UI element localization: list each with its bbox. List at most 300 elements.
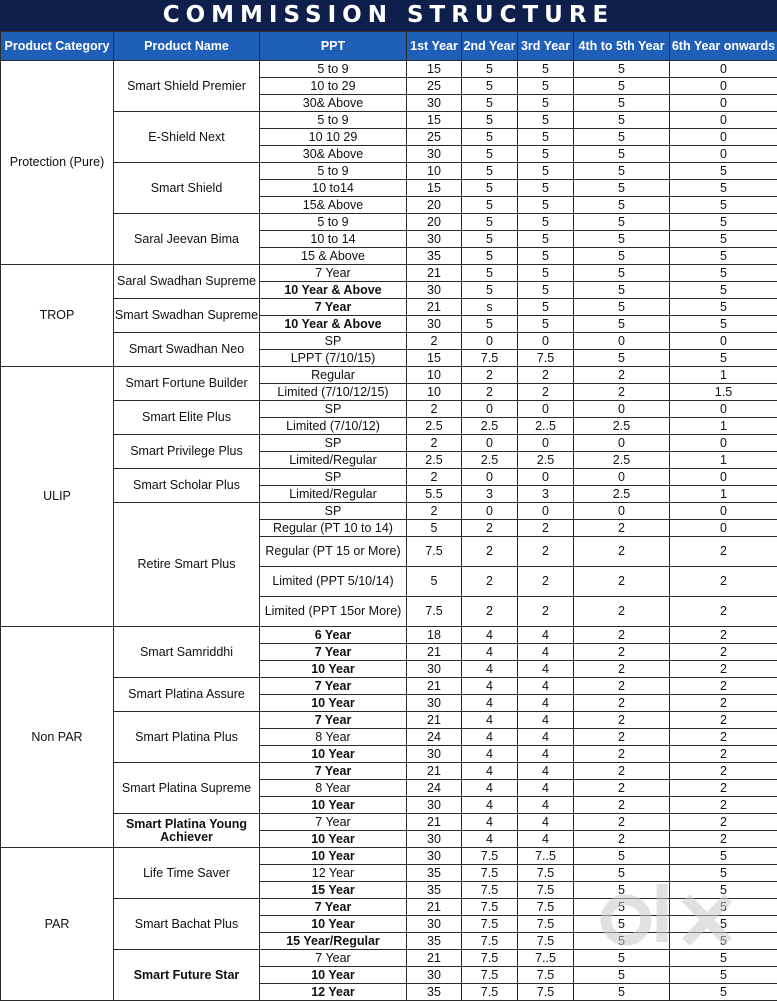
commission-year1-cell: 30 (407, 967, 462, 984)
commission-year4-5-cell: 2 (574, 695, 670, 712)
ppt-cell: Limited (7/10/12/15) (260, 384, 407, 401)
commission-year3-cell: 5 (518, 95, 574, 112)
commission-year2-cell: 7.5 (462, 950, 518, 967)
ppt-cell: 7 Year (260, 644, 407, 661)
commission-year2-cell: 4 (462, 712, 518, 729)
ppt-cell: 10 to 29 (260, 78, 407, 95)
product-name-cell: Smart Platina Young Achiever (114, 814, 260, 848)
commission-year6-onwards-cell: 2 (670, 780, 777, 797)
product-name-cell: Smart Samriddhi (114, 627, 260, 678)
commission-year3-cell: 7.5 (518, 350, 574, 367)
commission-year1-cell: 2.5 (407, 452, 462, 469)
commission-year3-cell: 4 (518, 678, 574, 695)
commission-year3-cell: 3 (518, 486, 574, 503)
commission-year3-cell: 0 (518, 469, 574, 486)
header-3rd-year: 3rd Year (518, 32, 574, 61)
commission-year3-cell: 4 (518, 746, 574, 763)
commission-year1-cell: 7.5 (407, 597, 462, 627)
commission-year6-onwards-cell: 0 (670, 503, 777, 520)
ppt-cell: 7 Year (260, 950, 407, 967)
commission-year2-cell: 5 (462, 78, 518, 95)
commission-year3-cell: 5 (518, 299, 574, 316)
commission-year2-cell: 7.5 (462, 848, 518, 865)
commission-year2-cell: 4 (462, 678, 518, 695)
commission-year4-5-cell: 2 (574, 729, 670, 746)
commission-year3-cell: 7.5 (518, 916, 574, 933)
commission-year6-onwards-cell: 0 (670, 469, 777, 486)
commission-year4-5-cell: 5 (574, 180, 670, 197)
commission-year4-5-cell: 5 (574, 350, 670, 367)
commission-year4-5-cell: 5 (574, 950, 670, 967)
commission-year4-5-cell: 2.5 (574, 418, 670, 435)
commission-year4-5-cell: 5 (574, 265, 670, 282)
commission-year6-onwards-cell: 5 (670, 967, 777, 984)
commission-year6-onwards-cell: 5 (670, 180, 777, 197)
commission-year3-cell: 5 (518, 146, 574, 163)
commission-year6-onwards-cell: 5 (670, 350, 777, 367)
commission-year2-cell: 0 (462, 435, 518, 452)
commission-year1-cell: 2 (407, 435, 462, 452)
commission-year3-cell: 2 (518, 537, 574, 567)
product-name-cell: Smart Shield (114, 163, 260, 214)
commission-year6-onwards-cell: 5 (670, 248, 777, 265)
commission-year1-cell: 30 (407, 316, 462, 333)
commission-year3-cell: 7..5 (518, 848, 574, 865)
ppt-cell: 10 Year (260, 746, 407, 763)
commission-year3-cell: 2 (518, 567, 574, 597)
ppt-cell: SP (260, 401, 407, 418)
commission-year1-cell: 21 (407, 265, 462, 282)
commission-year6-onwards-cell: 0 (670, 61, 777, 78)
commission-year4-5-cell: 5 (574, 231, 670, 248)
commission-year2-cell: 5 (462, 214, 518, 231)
table-row (1, 333, 777, 350)
commission-year6-onwards-cell: 1 (670, 452, 777, 469)
commission-year1-cell: 30 (407, 916, 462, 933)
ppt-cell: 15 Year (260, 882, 407, 899)
commission-year1-cell: 15 (407, 112, 462, 129)
commission-year6-onwards-cell: 2 (670, 831, 777, 848)
commission-year1-cell: 10 (407, 384, 462, 401)
ppt-cell: 7 Year (260, 899, 407, 916)
ppt-cell: 30& Above (260, 146, 407, 163)
commission-year2-cell: 5 (462, 316, 518, 333)
header-4th-5th-year: 4th to 5th Year (574, 32, 670, 61)
commission-year3-cell: 2 (518, 520, 574, 537)
commission-year3-cell: 7.5 (518, 933, 574, 950)
commission-year1-cell: 21 (407, 899, 462, 916)
table-row (1, 678, 777, 695)
product-name-cell: Smart Swadhan Neo (114, 333, 260, 367)
header-2nd-year: 2nd Year (462, 32, 518, 61)
commission-year3-cell: 2 (518, 597, 574, 627)
commission-year2-cell: 5 (462, 231, 518, 248)
ppt-cell: 6 Year (260, 627, 407, 644)
commission-year1-cell: 2 (407, 401, 462, 418)
commission-year2-cell: 4 (462, 814, 518, 831)
commission-year4-5-cell: 5 (574, 61, 670, 78)
ppt-cell: SP (260, 435, 407, 452)
commission-year2-cell: 2.5 (462, 452, 518, 469)
ppt-cell: 15& Above (260, 197, 407, 214)
table-row (1, 112, 777, 129)
ppt-cell: 7 Year (260, 265, 407, 282)
ppt-cell: Limited/Regular (260, 452, 407, 469)
commission-year1-cell: 2 (407, 469, 462, 486)
commission-year1-cell: 15 (407, 350, 462, 367)
commission-year4-5-cell: 2.5 (574, 452, 670, 469)
product-category-cell: Non PAR (1, 627, 114, 848)
commission-year2-cell: 7.5 (462, 899, 518, 916)
commission-year4-5-cell: 2 (574, 763, 670, 780)
commission-year3-cell: 4 (518, 627, 574, 644)
commission-year4-5-cell: 5 (574, 129, 670, 146)
commission-year6-onwards-cell: 0 (670, 78, 777, 95)
commission-year6-onwards-cell: 0 (670, 401, 777, 418)
commission-year1-cell: 5.5 (407, 486, 462, 503)
product-name-cell: Smart Elite Plus (114, 401, 260, 435)
commission-year2-cell: 5 (462, 163, 518, 180)
commission-year1-cell: 5 (407, 520, 462, 537)
commission-year4-5-cell: 2 (574, 712, 670, 729)
commission-year4-5-cell: 2 (574, 644, 670, 661)
commission-year6-onwards-cell: 2 (670, 763, 777, 780)
table-row (1, 163, 777, 180)
table-row (1, 469, 777, 486)
commission-year1-cell: 25 (407, 129, 462, 146)
ppt-cell: 10 to14 (260, 180, 407, 197)
product-name-cell: Smart Swadhan Supreme (114, 299, 260, 333)
commission-year1-cell: 2 (407, 333, 462, 350)
commission-year1-cell: 30 (407, 231, 462, 248)
commission-year6-onwards-cell: 5 (670, 950, 777, 967)
commission-year2-cell: 2 (462, 567, 518, 597)
ppt-cell: 5 to 9 (260, 163, 407, 180)
ppt-cell: Limited (PPT 15or More) (260, 597, 407, 627)
commission-year1-cell: 20 (407, 214, 462, 231)
commission-year1-cell: 30 (407, 746, 462, 763)
commission-year2-cell: 5 (462, 282, 518, 299)
product-name-cell: Smart Privilege Plus (114, 435, 260, 469)
commission-year6-onwards-cell: 0 (670, 129, 777, 146)
commission-year2-cell: 4 (462, 661, 518, 678)
ppt-cell: Regular (PT 15 or More) (260, 537, 407, 567)
commission-year4-5-cell: 5 (574, 865, 670, 882)
commission-year6-onwards-cell: 1 (670, 486, 777, 503)
commission-year6-onwards-cell: 5 (670, 848, 777, 865)
commission-year3-cell: 4 (518, 729, 574, 746)
commission-year6-onwards-cell: 2 (670, 661, 777, 678)
commission-year6-onwards-cell: 1 (670, 418, 777, 435)
ppt-cell: 10 Year (260, 848, 407, 865)
ppt-cell: Limited (PPT 5/10/14) (260, 567, 407, 597)
commission-year3-cell: 7.5 (518, 865, 574, 882)
commission-year1-cell: 21 (407, 814, 462, 831)
commission-year2-cell: 7.5 (462, 865, 518, 882)
commission-year2-cell: 2.5 (462, 418, 518, 435)
commission-year3-cell: 0 (518, 503, 574, 520)
header-row (1, 32, 777, 61)
commission-year2-cell: 5 (462, 248, 518, 265)
commission-year6-onwards-cell: 2 (670, 712, 777, 729)
commission-year2-cell: 0 (462, 503, 518, 520)
commission-year1-cell: 30 (407, 661, 462, 678)
commission-year4-5-cell: 0 (574, 503, 670, 520)
table-row (1, 265, 777, 282)
commission-year4-5-cell: 5 (574, 882, 670, 899)
table-row (1, 214, 777, 231)
ppt-cell: LPPT (7/10/15) (260, 350, 407, 367)
commission-year2-cell: 4 (462, 695, 518, 712)
commission-year2-cell: 2 (462, 367, 518, 384)
commission-year6-onwards-cell: 2 (670, 797, 777, 814)
commission-year1-cell: 30 (407, 282, 462, 299)
product-name-cell: E-Shield Next (114, 112, 260, 163)
commission-year6-onwards-cell: 0 (670, 520, 777, 537)
table-row (1, 503, 777, 520)
commission-year2-cell: 5 (462, 61, 518, 78)
ppt-cell: SP (260, 503, 407, 520)
product-category-cell: TROP (1, 265, 114, 367)
commission-year2-cell: 4 (462, 797, 518, 814)
commission-year6-onwards-cell: 5 (670, 197, 777, 214)
commission-year1-cell: 30 (407, 146, 462, 163)
commission-year3-cell: 2 (518, 367, 574, 384)
commission-year6-onwards-cell: 5 (670, 933, 777, 950)
commission-year6-onwards-cell: 5 (670, 984, 777, 1001)
commission-year2-cell: 0 (462, 333, 518, 350)
header-1st-year: 1st Year (407, 32, 462, 61)
commission-year1-cell: 7.5 (407, 537, 462, 567)
table-row (1, 299, 777, 316)
commission-year6-onwards-cell: 5 (670, 882, 777, 899)
commission-year3-cell: 4 (518, 814, 574, 831)
commission-year6-onwards-cell: 5 (670, 231, 777, 248)
commission-year4-5-cell: 5 (574, 916, 670, 933)
ppt-cell: 10 Year (260, 661, 407, 678)
commission-year4-5-cell: 5 (574, 163, 670, 180)
table-row (1, 367, 777, 384)
commission-year1-cell: 21 (407, 763, 462, 780)
commission-year6-onwards-cell: 5 (670, 163, 777, 180)
commission-year2-cell: 4 (462, 644, 518, 661)
commission-year3-cell: 5 (518, 112, 574, 129)
commission-year3-cell: 7..5 (518, 950, 574, 967)
commission-year4-5-cell: 2 (574, 567, 670, 597)
commission-year1-cell: 21 (407, 644, 462, 661)
commission-year4-5-cell: 5 (574, 197, 670, 214)
commission-year4-5-cell: 2 (574, 746, 670, 763)
commission-year3-cell: 5 (518, 265, 574, 282)
commission-year4-5-cell: 5 (574, 282, 670, 299)
table-row (1, 712, 777, 729)
page-title: COMMISSION STRUCTURE (0, 0, 777, 31)
commission-year2-cell: 4 (462, 729, 518, 746)
commission-year4-5-cell: 5 (574, 248, 670, 265)
product-category-cell: ULIP (1, 367, 114, 627)
ppt-cell: 8 Year (260, 729, 407, 746)
commission-year3-cell: 5 (518, 231, 574, 248)
ppt-cell: SP (260, 333, 407, 350)
commission-year4-5-cell: 2 (574, 597, 670, 627)
ppt-cell: 5 to 9 (260, 112, 407, 129)
table-row (1, 899, 777, 916)
commission-year4-5-cell: 2 (574, 627, 670, 644)
commission-year1-cell: 30 (407, 695, 462, 712)
commission-year3-cell: 4 (518, 644, 574, 661)
commission-year4-5-cell: 2 (574, 814, 670, 831)
ppt-cell: 10 Year & Above (260, 316, 407, 333)
product-name-cell: Life Time Saver (114, 848, 260, 899)
commission-year3-cell: 4 (518, 780, 574, 797)
ppt-cell: 10 Year (260, 916, 407, 933)
product-name-cell: Smart Platina Supreme (114, 763, 260, 814)
ppt-cell: Limited/Regular (260, 486, 407, 503)
commission-year6-onwards-cell: 5 (670, 865, 777, 882)
commission-year6-onwards-cell: 0 (670, 435, 777, 452)
commission-year1-cell: 2.5 (407, 418, 462, 435)
commission-year4-5-cell: 0 (574, 401, 670, 418)
commission-year3-cell: 5 (518, 248, 574, 265)
ppt-cell: 7 Year (260, 678, 407, 695)
commission-year4-5-cell: 5 (574, 146, 670, 163)
commission-year1-cell: 30 (407, 797, 462, 814)
commission-year1-cell: 35 (407, 882, 462, 899)
commission-year6-onwards-cell: 1 (670, 367, 777, 384)
commission-year6-onwards-cell: 2 (670, 678, 777, 695)
commission-year2-cell: 4 (462, 746, 518, 763)
ppt-cell: 10 10 29 (260, 129, 407, 146)
commission-year3-cell: 5 (518, 316, 574, 333)
commission-year3-cell: 5 (518, 180, 574, 197)
commission-year6-onwards-cell: 0 (670, 95, 777, 112)
commission-year3-cell: 5 (518, 214, 574, 231)
commission-year6-onwards-cell: 5 (670, 282, 777, 299)
ppt-cell: 7 Year (260, 814, 407, 831)
commission-year3-cell: 5 (518, 129, 574, 146)
commission-year4-5-cell: 2 (574, 780, 670, 797)
commission-year6-onwards-cell: 2 (670, 644, 777, 661)
commission-year4-5-cell: 2 (574, 537, 670, 567)
commission-year2-cell: 2 (462, 520, 518, 537)
commission-year4-5-cell: 5 (574, 112, 670, 129)
commission-year1-cell: 10 (407, 367, 462, 384)
commission-year6-onwards-cell: 5 (670, 299, 777, 316)
ppt-cell: 30& Above (260, 95, 407, 112)
commission-year6-onwards-cell: 5 (670, 316, 777, 333)
commission-year4-5-cell: 5 (574, 95, 670, 112)
product-name-cell: Retire Smart Plus (114, 503, 260, 627)
commission-year2-cell: 5 (462, 129, 518, 146)
commission-year3-cell: 0 (518, 435, 574, 452)
commission-year3-cell: 4 (518, 831, 574, 848)
table-row (1, 401, 777, 418)
commission-year2-cell: 2 (462, 537, 518, 567)
header-product-name: Product Name (114, 32, 260, 61)
commission-table (0, 31, 777, 1001)
table-row (1, 627, 777, 644)
product-name-cell: Smart Bachat Plus (114, 899, 260, 950)
commission-year4-5-cell: 0 (574, 333, 670, 350)
commission-year1-cell: 18 (407, 627, 462, 644)
commission-year3-cell: 2.5 (518, 452, 574, 469)
commission-year1-cell: 35 (407, 933, 462, 950)
ppt-cell: 7 Year (260, 712, 407, 729)
commission-year3-cell: 4 (518, 712, 574, 729)
commission-year6-onwards-cell: 2 (670, 567, 777, 597)
commission-year1-cell: 30 (407, 831, 462, 848)
commission-year6-onwards-cell: 2 (670, 597, 777, 627)
commission-year2-cell: 5 (462, 95, 518, 112)
commission-year6-onwards-cell: 0 (670, 333, 777, 350)
commission-year4-5-cell: 5 (574, 316, 670, 333)
commission-year4-5-cell: 5 (574, 933, 670, 950)
commission-year2-cell: 0 (462, 469, 518, 486)
commission-year2-cell: 4 (462, 831, 518, 848)
product-category-cell: Protection (Pure) (1, 61, 114, 265)
commission-year6-onwards-cell: 2 (670, 729, 777, 746)
commission-year6-onwards-cell: 5 (670, 265, 777, 282)
product-name-cell: Smart Scholar Plus (114, 469, 260, 503)
header-ppt: PPT (260, 32, 407, 61)
table-row (1, 435, 777, 452)
ppt-cell: 7 Year (260, 763, 407, 780)
commission-year3-cell: 4 (518, 797, 574, 814)
commission-year3-cell: 4 (518, 763, 574, 780)
commission-year3-cell: 5 (518, 78, 574, 95)
commission-year3-cell: 4 (518, 661, 574, 678)
commission-year2-cell: 7.5 (462, 350, 518, 367)
commission-year1-cell: 10 (407, 163, 462, 180)
commission-year4-5-cell: 0 (574, 435, 670, 452)
ppt-cell: 7 Year (260, 299, 407, 316)
commission-year4-5-cell: 2.5 (574, 486, 670, 503)
header-6th-year-onwards: 6th Year onwards (670, 32, 777, 61)
ppt-cell: 5 to 9 (260, 214, 407, 231)
commission-year2-cell: 7.5 (462, 882, 518, 899)
commission-year2-cell: 7.5 (462, 967, 518, 984)
commission-year2-cell: 4 (462, 627, 518, 644)
commission-year3-cell: 5 (518, 61, 574, 78)
ppt-cell: Regular (PT 10 to 14) (260, 520, 407, 537)
commission-year1-cell: 30 (407, 848, 462, 865)
commission-year4-5-cell: 0 (574, 469, 670, 486)
ppt-cell: 15 & Above (260, 248, 407, 265)
table-body (1, 61, 777, 1001)
commission-year1-cell: 21 (407, 299, 462, 316)
ppt-cell: 5 to 9 (260, 61, 407, 78)
commission-year1-cell: 21 (407, 678, 462, 695)
commission-year2-cell: 7.5 (462, 916, 518, 933)
commission-year2-cell: 5 (462, 146, 518, 163)
commission-year4-5-cell: 5 (574, 78, 670, 95)
commission-year2-cell: 2 (462, 597, 518, 627)
commission-year6-onwards-cell: 5 (670, 916, 777, 933)
commission-year6-onwards-cell: 5 (670, 214, 777, 231)
commission-year1-cell: 35 (407, 248, 462, 265)
product-name-cell: Saral Swadhan Supreme (114, 265, 260, 299)
commission-year2-cell: 5 (462, 197, 518, 214)
commission-year1-cell: 15 (407, 61, 462, 78)
commission-year1-cell: 35 (407, 865, 462, 882)
table-row (1, 848, 777, 865)
header-product-category: Product Category (1, 32, 114, 61)
commission-year4-5-cell: 2 (574, 661, 670, 678)
commission-year1-cell: 35 (407, 984, 462, 1001)
commission-year1-cell: 5 (407, 567, 462, 597)
commission-year6-onwards-cell: 5 (670, 899, 777, 916)
commission-year3-cell: 0 (518, 401, 574, 418)
